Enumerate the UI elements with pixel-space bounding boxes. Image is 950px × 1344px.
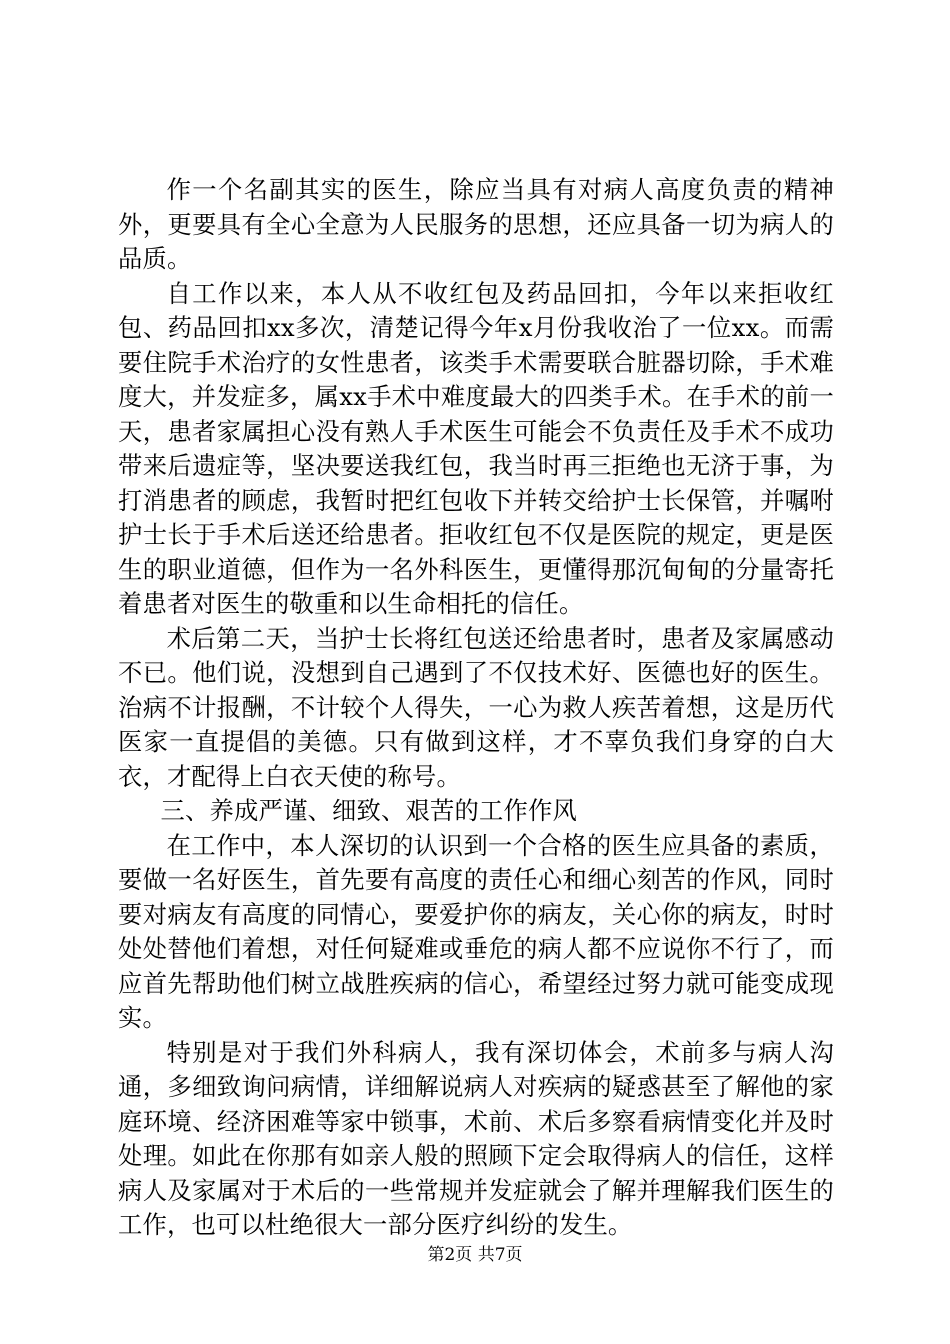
paragraph-refuse-red-envelope: 自工作以来，本人从不收红包及药品回扣，今年以来拒收红包、药品回扣xx多次，清楚记得今年x月份我收治了一位xx。而需要住院手术治疗的女性患者，该类手术需要联合脏器切除，手术难度大，并发症多，属xx手术中难度最大的四类手术。在手术的前一天，患者家属担心没有熟人手术医生可能会不负责任及手术不成功带来后遗症等，坚决要送我红包，我当时再三拒绝也无济于事，为打消患者的顾虑，我暂时把红包收下并转交给护士长保管，并嘱咐护士长于手术后送还给患者。拒收红包不仅是医院的规定，更是医生的职业道德，但作为一名外科医生，更懂得那沉甸甸的分量寄托着患者对医生的敬重和以生命相托的信任。 <box>118 278 834 618</box>
paragraph-surgical-patients: 特别是对于我们外科病人，我有深切体会，术前多与病人沟通，多细致询问病情，详细解说病人对疾病的疑惑甚至了解他的家庭环境、经济困难等家中锁事，术前、术后多察看病情变化并及时处理。如此在你那有如亲人般的照顾下定会取得病人的信任，这样病人及家属对于术后的一些常规并发症就会了解并理解我们医生的工作，也可以杜绝很大一部分医疗纠纷的发生。 <box>118 1037 834 1239</box>
document-body <box>118 173 834 1243</box>
section-heading: 三、养成严谨、细致、艰苦的工作作风 <box>160 796 577 825</box>
paragraph-responsibility: 在工作中，本人深切的认识到一个合格的医生应具备的素质，要做一名好医生，首先要有高度的责任心和细心刻苦的作风，同时要对病友有高度的同情心，要爱护你的病友，关心你的病友，时时处处替他们着想，对任何疑难或垂危的病人都不应说你不行了，而应首先帮助他们树立战胜疾病的信心，希望经过努力就可能变成现实。 <box>118 830 834 1032</box>
page-footer: 第2页 共7页 <box>427 1245 523 1265</box>
paragraph-doctor-qualities: 作一个名副其实的医生，除应当具有对病人高度负责的精神外，更要具有全心全意为人民服务的思想，还应具备一切为病人的品质。 <box>118 175 834 273</box>
paragraph-after-surgery: 术后第二天，当护士长将红包送还给患者时，患者及家属感动不已。他们说，没想到自己遇到了不仅技术好、医德也好的医生。治病不计报酬，不计较个人得失，一心为救人疾苦着想，这是历代医家一直提倡的美德。只有做到这样，才不辜负我们身穿的白大衣，才配得上白衣天使的称号。 <box>118 623 834 791</box>
